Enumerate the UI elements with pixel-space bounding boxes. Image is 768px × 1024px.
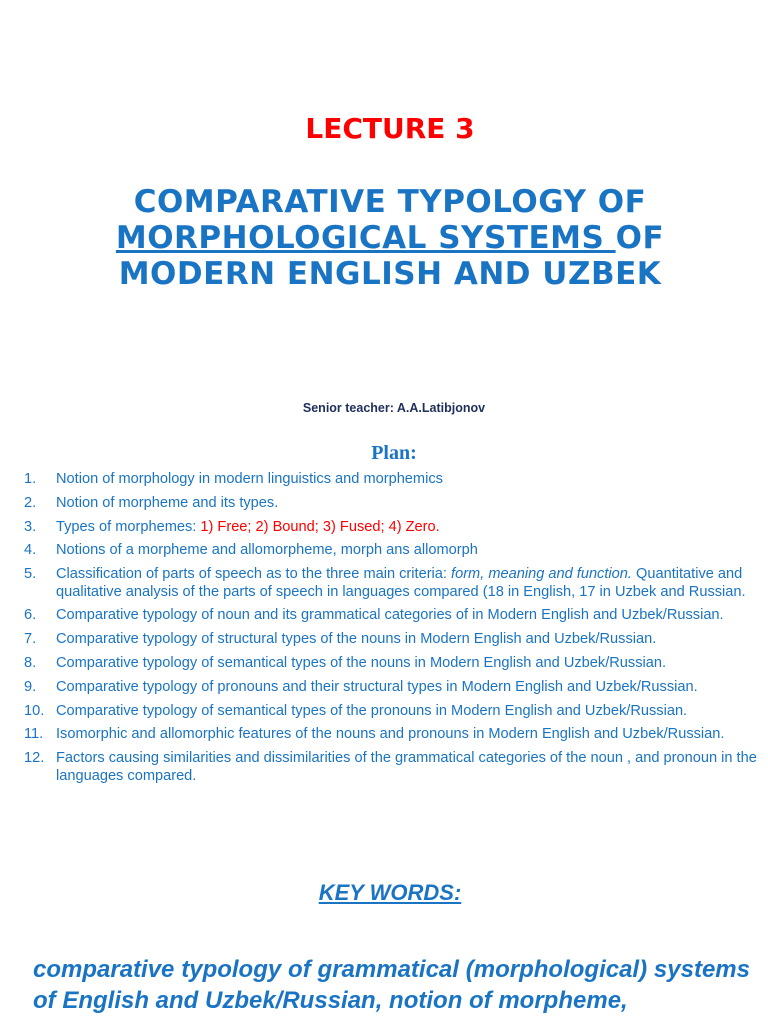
plan-item xyxy=(24,495,764,513)
plan-item-number: 7. xyxy=(24,631,37,648)
page-title xyxy=(0,184,768,292)
plan-item-number: 5. xyxy=(24,566,37,583)
plan-item xyxy=(24,566,764,601)
plan-item xyxy=(24,655,764,673)
plan-item xyxy=(24,519,764,537)
plan-item xyxy=(24,703,764,721)
plan-item xyxy=(24,631,764,649)
plan-item xyxy=(24,542,764,560)
plan-item-number: 2. xyxy=(24,494,37,511)
plan-item-text: Notion of morpheme and its types. xyxy=(56,494,279,511)
plan-item-text: Notions of a morpheme and allomorpheme, morph ans allomorph xyxy=(56,542,478,559)
title-line-1: COMPARATIVE TYPOLOGY OF xyxy=(133,184,647,220)
plan-item-number: 6. xyxy=(24,607,37,624)
plan-item-number: 4. xyxy=(24,542,37,559)
plan-item-number: 9. xyxy=(24,678,37,695)
title-line-3: MODERN ENGLISH AND UZBEK xyxy=(118,256,662,292)
teacher-credit: Senior teacher: A.A.Latibjonov xyxy=(302,401,486,415)
plan-item-text: Comparative typology of noun and its grammatical categories of in Modern English and Uzbek/Russian. xyxy=(56,607,724,624)
plan-item xyxy=(24,679,764,697)
plan-item-number: 12. xyxy=(24,750,45,767)
plan-item-text-tail: Quantitative and qualitative analysis of the parts of speech in languages compared (18 in English, 17 in Uzbek and Russian. xyxy=(56,566,746,600)
plan-item-text: Notion of morphology in modern linguistics and morphemics xyxy=(56,471,443,487)
plan-item-number: 8. xyxy=(24,655,37,672)
plan-item xyxy=(24,726,764,744)
plan-item-text: Isomorphic and allomorphic features of the nouns and pronouns in Modern English and Uzbek/Russian. xyxy=(56,726,725,743)
plan-item-text: Factors causing similarities and dissimilarities of the grammatical categories of the noun , and pronoun in the languages compared. xyxy=(56,750,757,784)
plan-item-number: 1. xyxy=(24,471,37,487)
plan-heading: Plan: xyxy=(371,442,417,464)
plan-item xyxy=(24,471,764,489)
plan-item-number: 10. xyxy=(24,702,45,719)
title-line-2-rest: OF xyxy=(615,220,665,256)
lecture-number: LECTURE 3 xyxy=(305,112,475,145)
plan-item-text: Comparative typology of structural types of the nouns in Modern English and Uzbek/Russian. xyxy=(56,631,657,648)
plan-item xyxy=(24,607,764,625)
plan-item-text: Comparative typology of semantical types of the pronouns in Modern English and Uzbek/Russian. xyxy=(56,702,688,719)
key-words-heading: KEY WORDS: xyxy=(318,880,462,905)
title-underlined-phrase: MORPHOLOGICAL SYSTEMS xyxy=(115,220,616,256)
criteria-emphasis: form, meaning and function. xyxy=(451,566,632,583)
plan-item-number: 11. xyxy=(24,726,44,743)
plan-item-text: Comparative typology of pronouns and their structural types in Modern English and Uzbek/Russian. xyxy=(56,678,698,695)
plan-item-text: Comparative typology of semantical types of the nouns in Modern English and Uzbek/Russian. xyxy=(56,655,667,672)
morpheme-types-highlight: 1) Free; 2) Bound; 3) Fused; 4) Zero. xyxy=(200,518,440,535)
plan-item xyxy=(24,750,764,785)
title-line-2 xyxy=(0,220,768,256)
key-words-text: comparative typology of grammatical (morphological) systems of English and Uzbek/Russian, notion of morpheme, xyxy=(33,956,750,1014)
plan-item-number: 3. xyxy=(24,518,37,535)
plan-item-text: Types of morphemes: xyxy=(56,518,201,535)
plan-list xyxy=(24,471,764,792)
plan-item-text: Classification of parts of speech as to the three main criteria: xyxy=(56,566,452,583)
